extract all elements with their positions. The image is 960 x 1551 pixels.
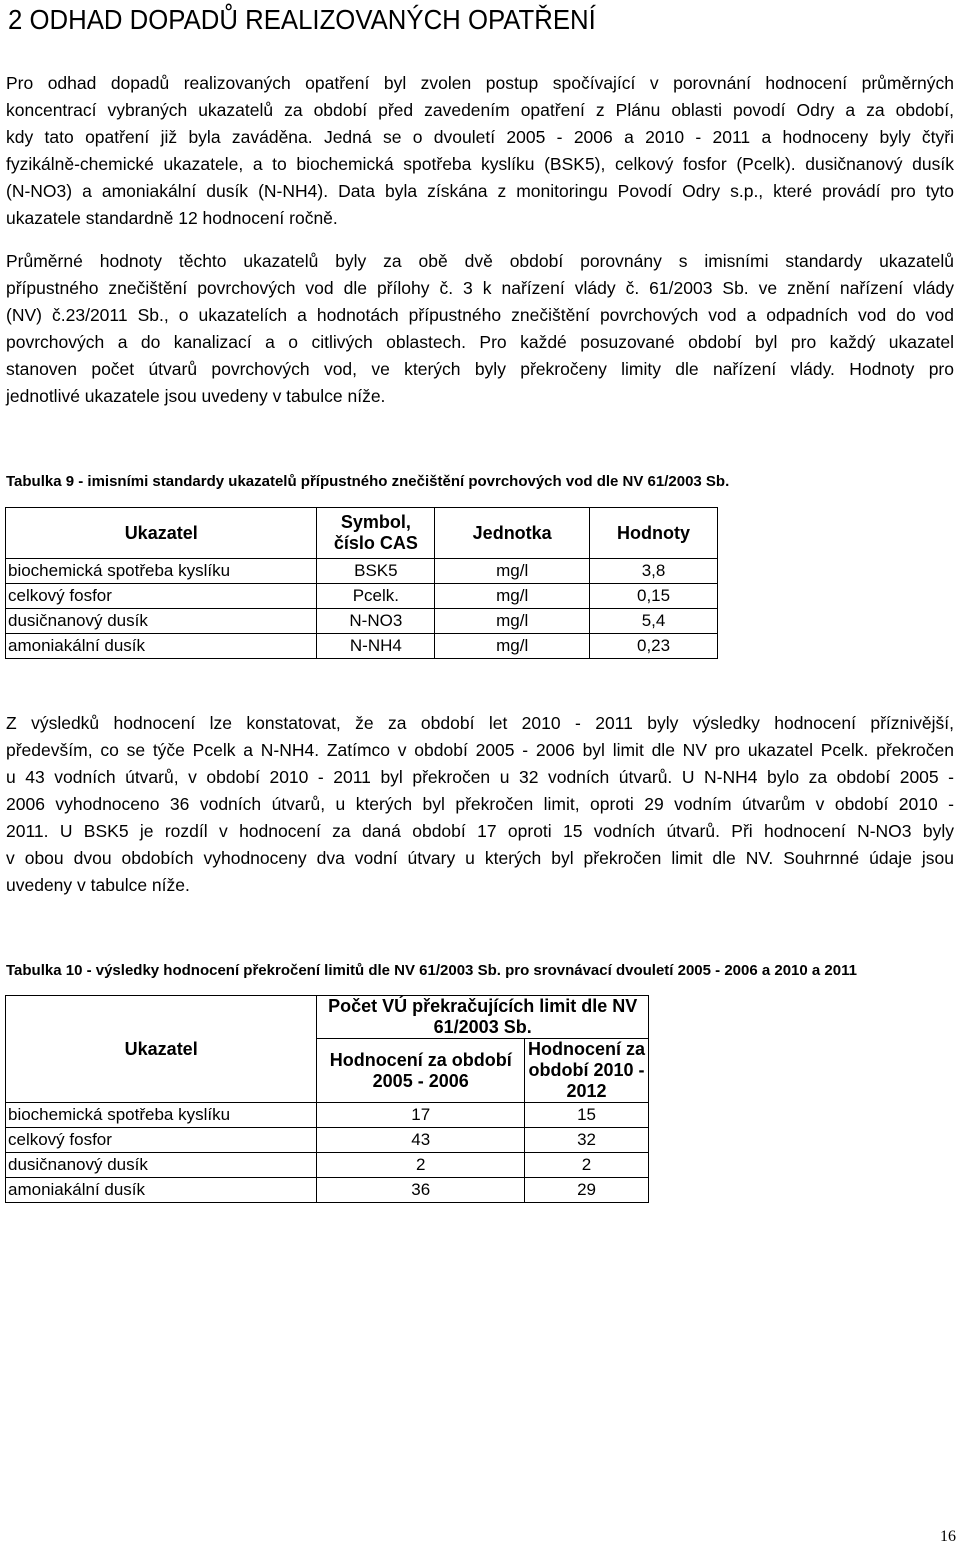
paragraph-intro xyxy=(6,70,954,232)
paragraph-method xyxy=(6,248,954,410)
text-line: v obou dvou obdobích vyhodnoceny dva vodní útvary u kterých byl překročen limit dle NV. Souhrnné údaje jsou xyxy=(6,848,954,868)
table-row xyxy=(6,584,718,609)
text-line: ukazatele standardně 12 hodnocení ročně. xyxy=(6,208,338,228)
table-cell: N-NH4 xyxy=(317,634,435,659)
table-cell: 43 xyxy=(317,1128,525,1153)
table-row xyxy=(6,609,718,634)
table-cell: 29 xyxy=(525,1178,649,1203)
table-row xyxy=(6,1103,649,1128)
table-header-row xyxy=(6,996,649,1039)
column-header: Jednotka xyxy=(435,508,590,559)
table-header-row xyxy=(6,508,718,559)
table-cell: dusičnanový dusík xyxy=(6,609,317,634)
text-line: koncentrací vybraných ukazatelů za období před zavedením opatření z Plánu oblasti povodí Odry a za období, xyxy=(6,100,954,120)
table-cell: 36 xyxy=(317,1178,525,1203)
text-line: povrchových a do kanalizací a o citlivých oblastech. Pro každé posuzované období byl pro každý ukazatel xyxy=(6,332,954,352)
table-cell: 0,15 xyxy=(590,584,718,609)
column-header: Hodnocení za období 2005 - 2006 xyxy=(317,1039,525,1103)
text-line: Z výsledků hodnocení lze konstatovat, že za období let 2010 - 2011 byly výsledky hodnocení příznivější, xyxy=(6,713,954,733)
table-cell: 2 xyxy=(525,1153,649,1178)
table-cell: mg/l xyxy=(435,634,590,659)
table-row xyxy=(6,1128,649,1153)
text-line: u 43 vodních útvarů, v období 2010 - 2011 byl překročen u 32 vodních útvarů. U N-NH4 bylo za období 2005 - xyxy=(6,767,954,787)
table-cell: 32 xyxy=(525,1128,649,1153)
table-cell: BSK5 xyxy=(317,559,435,584)
text-line: uvedeny v tabulce níže. xyxy=(6,875,190,895)
section-heading: 2 ODHAD DOPADŮ REALIZOVANÝCH OPATŘENÍ xyxy=(8,4,596,35)
table-cell: 3,8 xyxy=(590,559,718,584)
column-header: Hodnoty xyxy=(590,508,718,559)
text-line: fyzikálně-chemické ukazatele, a to biochemická spotřeba kyslíku (BSK5), celkový fosfor (Pcelk). dusičnanový dusík xyxy=(6,154,954,174)
table-9-caption: Tabulka 9 - imisními standardy ukazatelů přípustného znečištění povrchových vod dle NV 61/2003 Sb. xyxy=(6,473,730,490)
text-line: jednotlivé ukazatele jsou uvedeny v tabulce níže. xyxy=(6,386,386,406)
table-cell: Pcelk. xyxy=(317,584,435,609)
text-line: především, co se týče Pcelk a N-NH4. Zatímco v období 2005 - 2006 byl limit dle NV pro ukazatel Pcelk. překročen xyxy=(6,740,954,760)
table-cell: 15 xyxy=(525,1103,649,1128)
table-10-caption: Tabulka 10 - výsledky hodnocení překročení limitů dle NV 61/2003 Sb. pro srovnávací dvouletí 2005 - 2006 a 2010 a 2011 xyxy=(6,962,857,979)
page-number: 16 xyxy=(940,1528,956,1545)
table-cell: 5,4 xyxy=(590,609,718,634)
text-line: kdy tato opatření již byla zaváděna. Jedná se o dvouletí 2005 - 2006 a 2010 - 2011 a hodnoceny byly čtyři xyxy=(6,127,954,147)
text-line: stanoven počet útvarů povrchových vod, ve kterých byly překročeny limity dle nařízení vlády. Hodnoty pro xyxy=(6,359,954,379)
table-row xyxy=(6,1153,649,1178)
table-cell: N-NO3 xyxy=(317,609,435,634)
text-line: Pro odhad dopadů realizovaných opatření byl zvolen postup spočívající v porovnání hodnocení průměrných xyxy=(6,73,954,93)
table-cell: celkový fosfor xyxy=(6,1128,317,1153)
table-cell: 0,23 xyxy=(590,634,718,659)
table-10-exceedances xyxy=(5,995,649,1203)
column-header: Ukazatel xyxy=(6,508,317,559)
column-header: Hodnocení za období 2010 - 2012 xyxy=(525,1039,649,1103)
table-row xyxy=(6,559,718,584)
table-cell: amoniakální dusík xyxy=(6,1178,317,1203)
table-cell: celkový fosfor xyxy=(6,584,317,609)
column-group-header: Počet VÚ překračujících limit dle NV 61/2003 Sb. xyxy=(317,996,649,1039)
table-cell: amoniakální dusík xyxy=(6,634,317,659)
table-cell: mg/l xyxy=(435,584,590,609)
table-cell: mg/l xyxy=(435,559,590,584)
text-line: Průměrné hodnoty těchto ukazatelů byly za obě dvě období porovnány s imisními standardy ukazatelů xyxy=(6,251,954,271)
table-cell: biochemická spotřeba kyslíku xyxy=(6,1103,317,1128)
table-cell: 17 xyxy=(317,1103,525,1128)
table-row xyxy=(6,634,718,659)
paragraph-results xyxy=(6,710,954,899)
table-cell: dusičnanový dusík xyxy=(6,1153,317,1178)
table-cell: 2 xyxy=(317,1153,525,1178)
column-header: Symbol, číslo CAS xyxy=(317,508,435,559)
text-line: (N-NO3) a amoniakální dusík (N-NH4). Data byla získána z monitoringu Povodí Odry s.p., které provádí pro tyto xyxy=(6,181,954,201)
text-line: 2011. U BSK5 je rozdíl v hodnocení za daná období 17 oproti 15 vodních útvarů. Při hodnocení N-NO3 byly xyxy=(6,821,954,841)
table-cell: biochemická spotřeba kyslíku xyxy=(6,559,317,584)
column-header: Ukazatel xyxy=(6,996,317,1103)
text-line: přípustného znečištění povrchových vod dle přílohy č. 3 k nařízení vlády č. 61/2003 Sb. ve znění nařízení vlády xyxy=(6,278,954,298)
table-9-standards xyxy=(5,507,718,659)
table-cell: mg/l xyxy=(435,609,590,634)
text-line: (NV) č.23/2011 Sb., o ukazatelích a hodnotách přípustného znečištění povrchových vod a odpadních vod do vod xyxy=(6,305,954,325)
table-row xyxy=(6,1178,649,1203)
text-line: 2006 vyhodnoceno 36 vodních útvarů, u kterých byl překročen limit, oproti 29 vodním útvarům v období 2010 - xyxy=(6,794,954,814)
